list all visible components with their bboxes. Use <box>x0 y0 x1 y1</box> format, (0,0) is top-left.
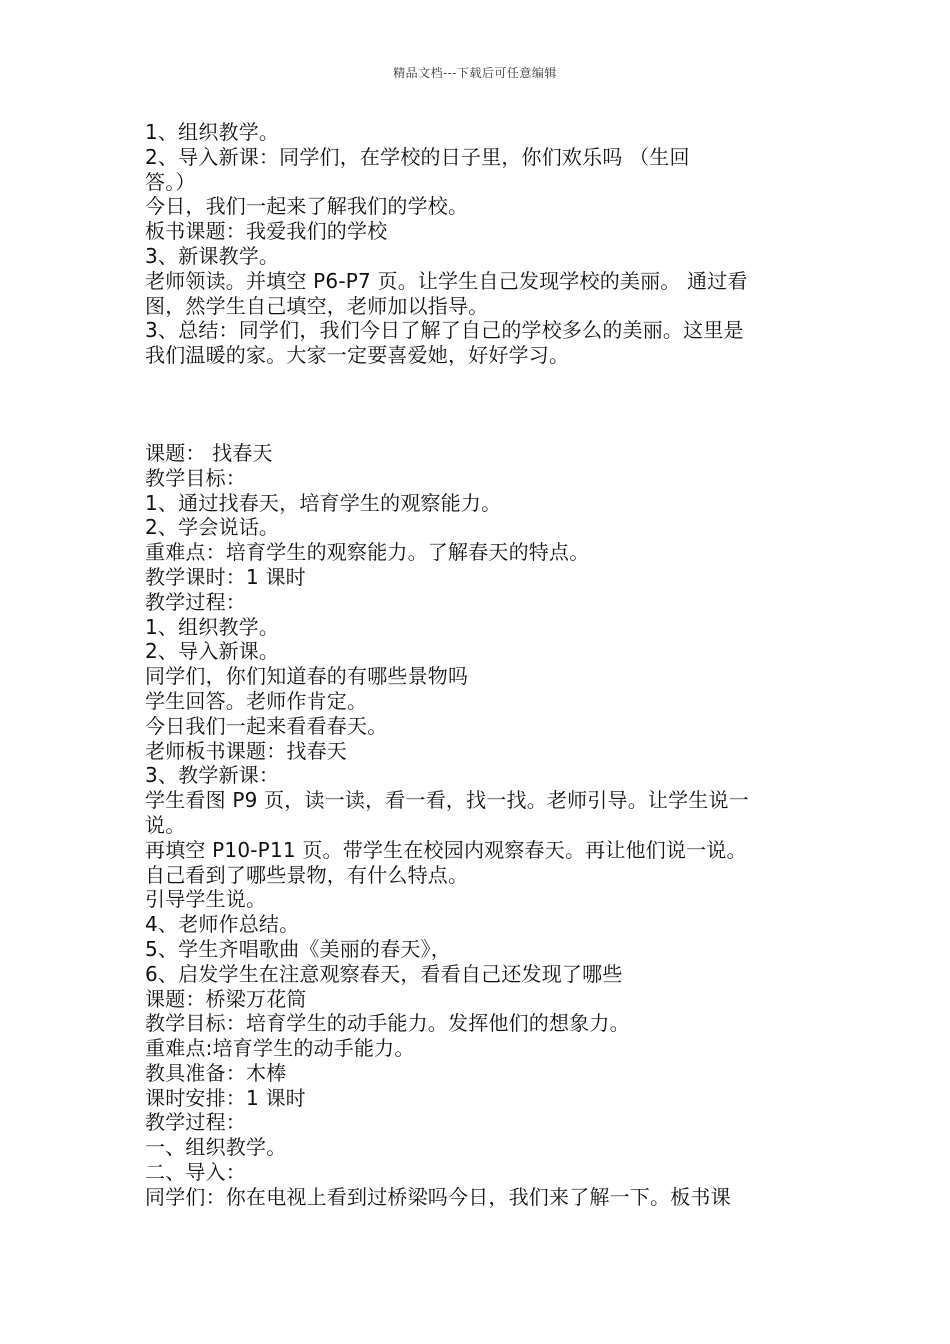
text-line: 3、新课教学。 <box>145 243 280 268</box>
section-gap <box>145 368 810 441</box>
text-line: 教学目标： <box>145 465 246 490</box>
text-line: 3、总结：同学们，我们今日了解了自己的学校多么的美丽。这里是 <box>145 318 744 343</box>
text-line: 答。） <box>145 169 196 194</box>
text-line: 2、导入新课。 <box>145 639 280 664</box>
text-line: 学生看图 P9 页，读一读，看一看，找一找。老师引导。让学生说一 <box>145 788 749 813</box>
text-line: 同学们，你们知道春的有哪些景物吗 <box>145 664 469 689</box>
page-header: 精品文档---下载后可任意编辑 <box>393 66 557 80</box>
document-body <box>145 120 810 1210</box>
lesson-title: 课题：桥梁万花筒 <box>145 986 307 1011</box>
text-line: 重难点：培育学生的观察能力。了解春天的特点。 <box>145 540 590 565</box>
text-line: 今日我们一起来看看春天。 <box>145 713 388 738</box>
text-line: 教学课时：1 课时 <box>145 564 306 589</box>
text-line: 教学过程： <box>145 1110 246 1135</box>
text-line: 教具准备：木棒 <box>145 1060 287 1085</box>
text-line: 1、通过找春天，培育学生的观察能力。 <box>145 490 502 515</box>
text-line: 同学们：你在电视上看到过桥梁吗今日，我们来了解一下。板书课 <box>145 1184 731 1209</box>
text-line: 老师板书课题：找春天 <box>145 738 347 763</box>
text-line: 教学目标：培育学生的动手能力。发挥他们的想象力。 <box>145 1011 630 1036</box>
text-line: 6、启发学生在注意观察春天，看看自己还发现了哪些 <box>145 961 623 986</box>
lesson-title: 课题： 找春天 <box>145 440 273 465</box>
text-line: 4、老师作总结。 <box>145 912 300 937</box>
text-line: 2、导入新课：同学们，在学校的日子里，你们欢乐吗 （生回 <box>145 144 690 169</box>
text-line: 图，然学生自己填空，老师加以指导。 <box>145 293 489 318</box>
text-line: 2、学会说话。 <box>145 515 280 540</box>
text-line: 引导学生说。 <box>145 887 267 912</box>
text-line: 说。 <box>145 812 186 837</box>
text-line: 老师领读。并填空 P6-P7 页。让学生自己发现学校的美丽。 通过看 <box>145 268 748 293</box>
lesson-section-school <box>145 120 810 368</box>
text-line: 课时安排：1 课时 <box>145 1085 306 1110</box>
text-line: 3、教学新课： <box>145 763 280 788</box>
lesson-section-spring <box>145 441 810 1210</box>
text-line: 一、组织教学。 <box>145 1135 287 1160</box>
text-line: 二、导入： <box>145 1160 246 1185</box>
text-line: 教学过程： <box>145 589 246 614</box>
text-line: 板书课题：我爱我们的学校 <box>145 219 388 244</box>
text-line: 1、组织教学。 <box>145 120 280 144</box>
text-line: 我们温暖的家。大家一定要喜爱她，好好学习。 <box>145 343 570 368</box>
text-line: 学生回答。老师作肯定。 <box>145 688 368 713</box>
text-line: 重难点:培育学生的动手能力。 <box>145 1036 415 1061</box>
text-line: 今日，我们一起来了解我们的学校。 <box>145 194 469 219</box>
text-line: 自己看到了哪些景物，有什么特点。 <box>145 862 469 887</box>
text-line: 1、组织教学。 <box>145 614 280 639</box>
text-line: 再填空 P10-P11 页。带学生在校园内观察春天。再让他们说一说。 <box>145 837 747 862</box>
text-line: 5、学生齐唱歌曲《美丽的春天》， <box>145 936 451 961</box>
